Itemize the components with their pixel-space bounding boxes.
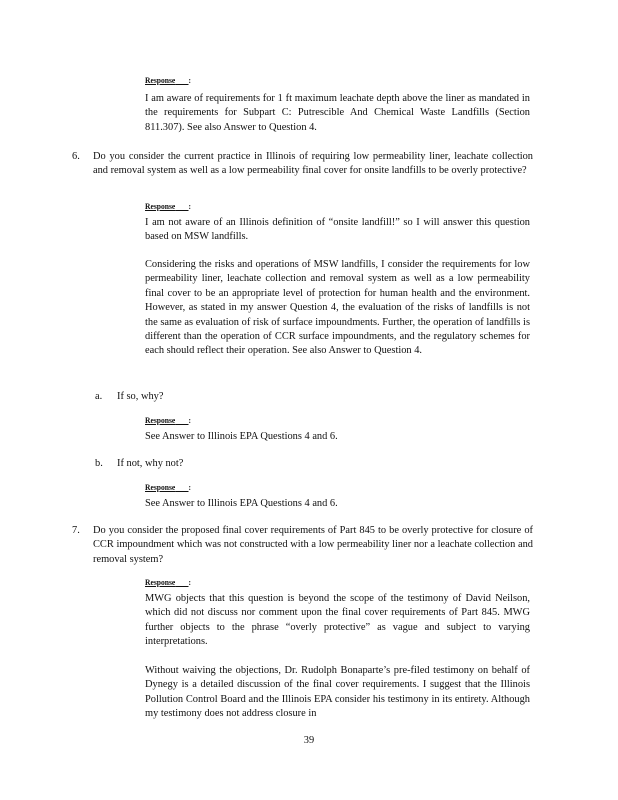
response-label: Response : (145, 577, 192, 587)
question-text: Do you consider the proposed final cover requirements of Part 845 to be overly protective for closure of CCR impoundment which was not constructed with a low permeability liner nor a leachate collection and removal system? (93, 525, 533, 565)
response-text: Considering the risks and operations of MSW landfills, I consider the requirements for low permeability liner, leachate collection and removal system as well as a low permeability final cover to be an appropriate level of protection for human health and the environment. However, as stated in my answer Question 4, the evaluation of the risks of landfills is not the same as evaluation of risk of surface impoundments. Further, the operation of landfills is different than the operation of CCR surface impoundments, and the regulatory schemes for each should reflect their operation. See also Answer to Question 4. (145, 259, 530, 357)
response-text: MWG objects that this question is beyond the scope of the testimony of David Neilson, which did not discuss nor comment upon the final cover requirements of Part 845. MWG further objects to the phrase “overly protective” as vague and subject to varying interpretations. (145, 593, 530, 648)
question-number: 6. (72, 151, 80, 162)
response-text: Without waiving the objections, Dr. Rudolph Bonaparte’s pre-filed testimony on behalf of Dynegy is a detailed discussion of the final cover requirements. I suggest that the Illinois Pollution Control Board and the Illinois EPA consider his testimony in its entirety. Although my testimony does not address closure in (145, 665, 530, 720)
response-label: Response : (145, 75, 192, 85)
response-text: See Answer to Illinois EPA Questions 4 and 6. (145, 431, 338, 442)
response-label: Response : (145, 415, 192, 425)
question-number: 7. (72, 525, 80, 536)
response-text: See Answer to Illinois EPA Questions 4 and 6. (145, 498, 338, 509)
subquestion-letter: b. (95, 458, 103, 469)
response-text: I am not aware of an Illinois definition of “onsite landfill!” so I will answer this question based on MSW landfills. (145, 217, 530, 243)
response-label: Response : (145, 482, 192, 492)
response-label: Response : (145, 201, 192, 211)
page-number: 39 (303, 735, 315, 746)
question-text: Do you consider the current practice in Illinois of requiring low permeability liner, leachate collection and removal system as well as a low permeability final cover for onsite landfills to be overly protective? (93, 151, 533, 177)
subquestion-text: If not, why not? (117, 458, 184, 469)
subquestion-text: If so, why? (117, 391, 164, 402)
response-text: I am aware of requirements for 1 ft maximum leachate depth above the liner as mandated in the requirements for Subpart C: Putrescible And Chemical Waste Landfills (Section 811.307). See also Answer to Question 4. (145, 93, 530, 133)
subquestion-letter: a. (95, 391, 103, 402)
